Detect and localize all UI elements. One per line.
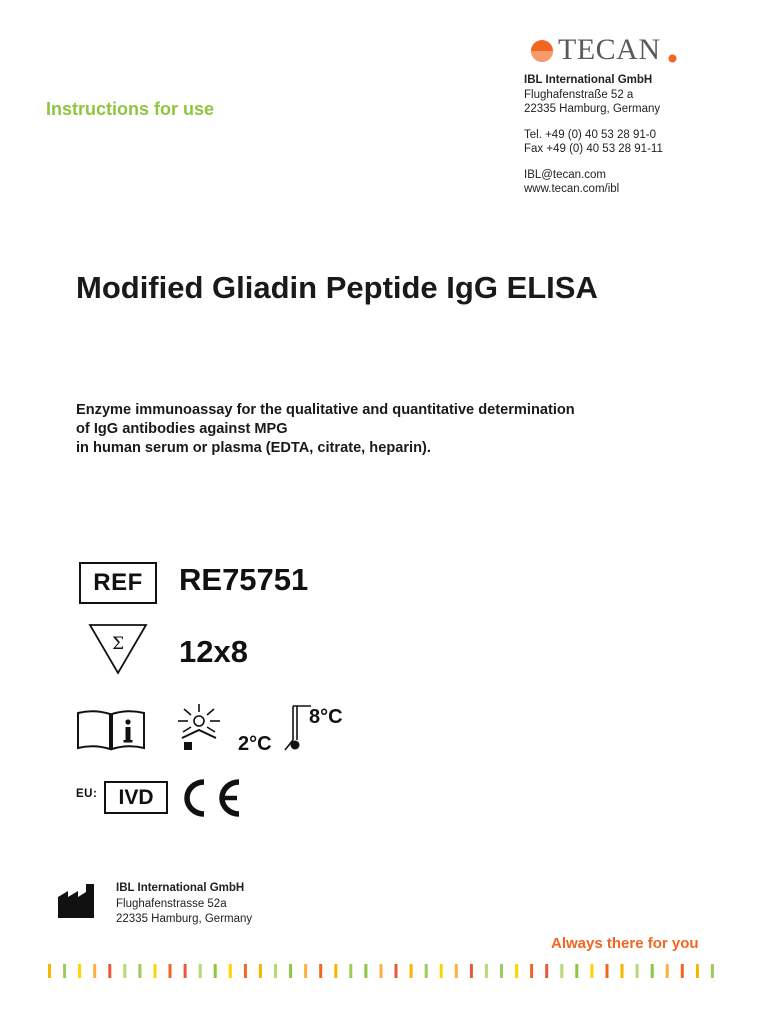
ref-symbol: REF: [79, 562, 157, 604]
subtitle-line: of IgG antibodies against MPG: [76, 421, 288, 437]
stripe-dash: [229, 964, 232, 978]
address-email: IBL@tecan.com: [524, 168, 606, 181]
stripe-dash: [63, 964, 66, 978]
stripe-dash: [575, 964, 578, 978]
tecan-logo: [528, 34, 688, 70]
manufacturer-street: Flughafenstrasse 52a: [116, 897, 227, 910]
stripe-dash: [455, 964, 458, 978]
book-info-icon: [76, 709, 146, 753]
eu-label: EU:: [76, 788, 98, 800]
manufacturer-city: 22335 Hamburg, Germany: [116, 913, 253, 925]
company-address: [524, 73, 663, 197]
stripe-dash: [154, 964, 157, 978]
temp-min: 2°C: [238, 733, 272, 755]
stripe-dash: [545, 964, 548, 978]
stripe-dash: [244, 964, 247, 978]
ref-number: RE75751: [179, 562, 309, 597]
stripe-dash: [470, 964, 473, 978]
stripe-dash: [259, 964, 262, 978]
stripe-dash: [560, 964, 563, 978]
subtitle-line: in human serum or plasma (EDTA, citrate, heparin).: [76, 440, 431, 456]
stripe-dash: [410, 964, 413, 978]
stripe-dash: [515, 964, 518, 978]
stripe-dash: [666, 964, 669, 978]
document-title: Modified Gliadin Peptide IgG ELISA: [76, 270, 598, 305]
ce-mark-icon: [175, 778, 243, 818]
factory-icon: [57, 883, 97, 919]
decorative-stripe: [46, 963, 724, 979]
test-count: 12x8: [179, 634, 248, 669]
manufacturer-company: IBL International GmbH: [116, 882, 245, 894]
stripe-dash: [711, 964, 714, 978]
stripe-dash: [169, 964, 172, 978]
stripe-dash: [184, 964, 187, 978]
stripe-dash: [319, 964, 322, 978]
stripe-dash: [48, 964, 51, 978]
stripe-dash: [395, 964, 398, 978]
stripe-dash: [334, 964, 337, 978]
document-subtitle: [76, 401, 575, 458]
address-street: Flughafenstraße 52 a: [524, 88, 634, 101]
address-fax: Fax +49 (0) 40 53 28 91-11: [524, 143, 663, 155]
stripe-dash: [425, 964, 428, 978]
stripe-dash: [500, 964, 503, 978]
stripe-dash: [440, 964, 443, 978]
sigma-triangle-icon: [88, 622, 148, 676]
stripe-dash: [138, 964, 141, 978]
logo-dot-icon: [668, 54, 677, 63]
stripe-dash: [530, 964, 533, 978]
stripe-dash: [349, 964, 352, 978]
address-tel: Tel. +49 (0) 40 53 28 91-0: [524, 128, 657, 141]
sun-protect-icon: [170, 702, 228, 754]
stripe-dash: [681, 964, 684, 978]
instructions-label: Instructions for use: [46, 99, 215, 119]
stripe-dash: [606, 964, 609, 978]
ivd-symbol: IVD: [104, 781, 168, 814]
stripe-dash: [289, 964, 292, 978]
tecan-logo-icon: [530, 39, 554, 63]
subtitle-line: Enzyme immunoassay for the qualitative and quantitative determination: [76, 402, 575, 418]
stripe-dash: [78, 964, 81, 978]
stripe-dash: [380, 964, 383, 978]
stripe-dash: [621, 964, 624, 978]
stripe-dash: [123, 964, 126, 978]
svg-text:Σ: Σ: [111, 634, 125, 654]
address-web: www.tecan.com/ibl: [524, 183, 620, 195]
stripe-dash: [108, 964, 111, 978]
stripe-dash: [199, 964, 202, 978]
stripe-dash: [364, 964, 367, 978]
brand-slogan: Always there for you: [551, 935, 699, 952]
stripe-dash: [696, 964, 699, 978]
stripe-dash: [590, 964, 593, 978]
stripe-dash: [304, 964, 307, 978]
stripe-dash: [93, 964, 96, 978]
stripe-dash: [214, 964, 217, 978]
manufacturer-address: [116, 881, 252, 928]
temp-max: 8°C: [309, 706, 343, 728]
stripe-dash: [274, 964, 277, 978]
address-city: 22335 Hamburg, Germany: [524, 103, 661, 115]
stripe-dash: [636, 964, 639, 978]
address-company: IBL International GmbH: [524, 74, 653, 86]
stripe-dash: [651, 964, 654, 978]
logo-wordmark: TECAN: [558, 33, 661, 66]
stripe-dash: [485, 964, 488, 978]
